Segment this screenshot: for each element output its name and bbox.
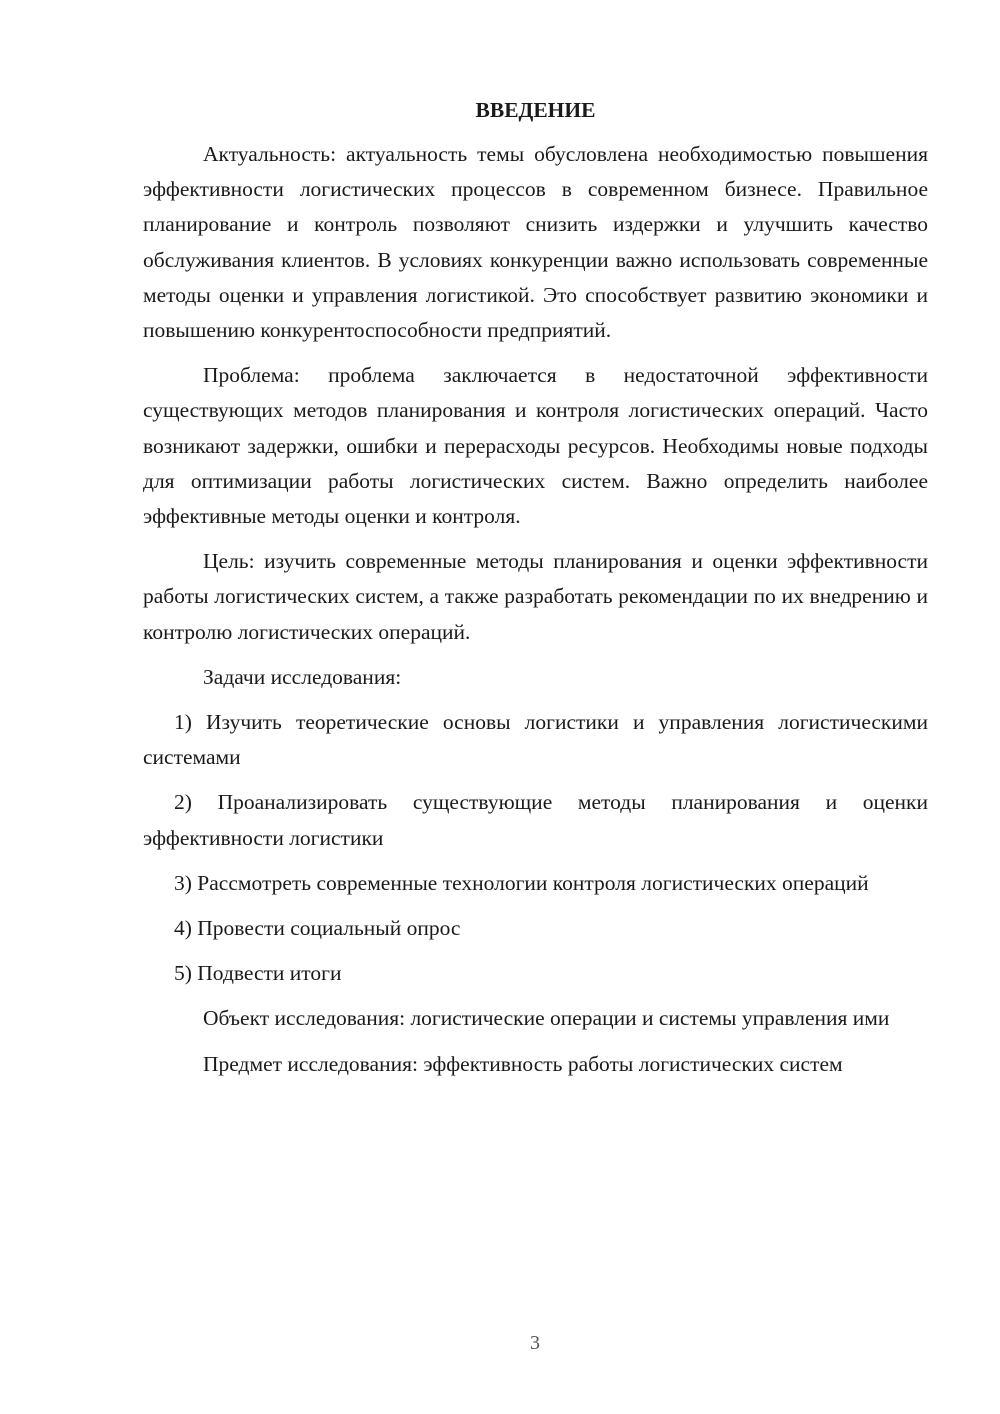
paragraph-object: Объект исследования: логистические операции и системы управления ими bbox=[203, 1006, 890, 1031]
section-heading: ВВЕДЕНИЕ bbox=[475, 98, 596, 122]
task-item: 3) Рассмотреть современные технологии контроля логистических операций bbox=[174, 870, 869, 895]
paragraph-problem: Проблема: проблема заключается в недостаточной эффективности существующих методов планирования и контроля логистических операций. Часто возникают задержки, ошибки и перерасходы ресурсов. Необходимы новые подходы для оптимизации работы логистических систем. Важно определить наиболее эффективные методы оценки и контроля. bbox=[143, 363, 928, 529]
task-item: 4) Провести социальный опрос bbox=[174, 916, 461, 941]
page-number: 3 bbox=[530, 1332, 540, 1354]
task-item: 5) Подвести итоги bbox=[174, 961, 342, 986]
document-page bbox=[143, 94, 928, 1092]
paragraph-subject: Предмет исследования: эффективность работы логистических систем bbox=[203, 1051, 843, 1076]
task-item: 2) Проанализировать существующие методы планирования и оценки эффективности логистики bbox=[143, 790, 928, 850]
paragraph-goal: Цель: изучить современные методы планирования и оценки эффективности работы логистических систем, а также разработать рекомендации по их внедрению и контролю логистических операций. bbox=[143, 549, 928, 644]
task-item: 1) Изучить теоретические основы логистики и управления логистическими системами bbox=[143, 710, 928, 770]
paragraph-relevance: Актуальность: актуальность темы обусловлена необходимостью повышения эффективности логистических процессов в современном бизнесе. Правильное планирование и контроль позволяют снизить издержки и улучшить качество обслуживания клиентов. В условиях конкуренции важно использовать современные методы оценки и управления логистикой. Это способствует развитию экономики и повышению конкурентоспособности предприятий. bbox=[143, 142, 928, 343]
paragraph-tasks-title: Задачи исследования: bbox=[203, 664, 402, 689]
